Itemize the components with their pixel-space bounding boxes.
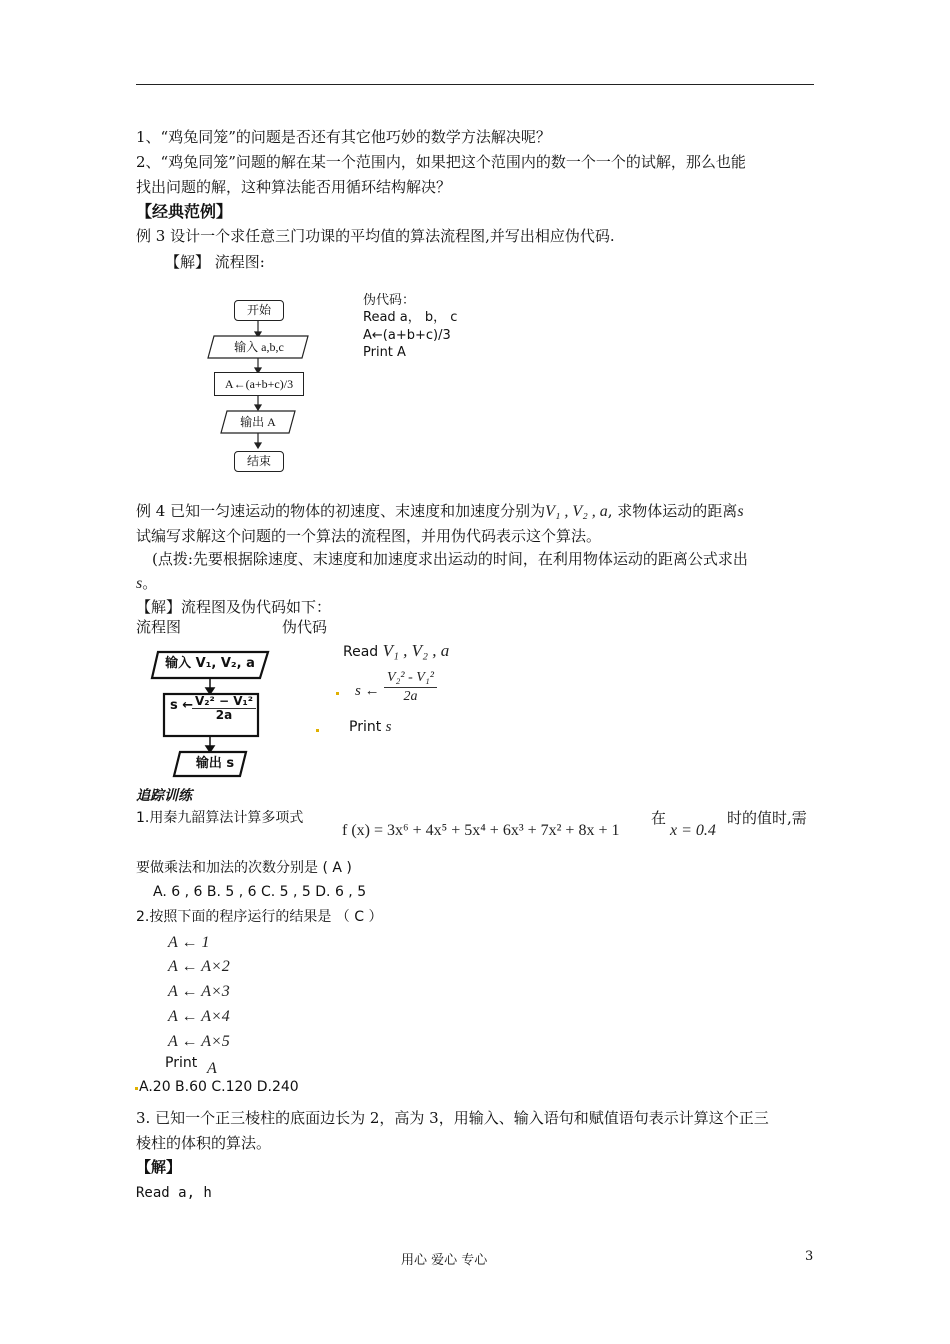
question-1: 1、“鸡兔同笼”的问题是否还有其它他巧妙的数学方法解决呢？ bbox=[136, 128, 551, 146]
section-title: 【经典范例】 bbox=[136, 202, 233, 221]
practice-1-line-2: 要做乘法和加法的次数分别是 ( A ) bbox=[136, 860, 352, 876]
practice-1-options: A. 6 , 6 B. 5 , 6 C. 5 , 5 D. 6 , 5 bbox=[153, 884, 367, 900]
marker-dot bbox=[336, 692, 339, 695]
practice-1-end: 时的值时,需 bbox=[727, 809, 807, 827]
flow2-assign-fraction bbox=[192, 695, 256, 722]
practice-2-code-5: A ← A×5 bbox=[168, 1033, 230, 1050]
flow2-numerator: V₂² − V₁² bbox=[192, 695, 256, 709]
question-2-line-1: 2、“鸡兔同笼”问题的解在某一个范围内，如果把这个范围内的数一个一个的试解，那么也能 bbox=[136, 153, 746, 171]
practice-3-line-2: 棱柱的体积的算法。 bbox=[136, 1134, 272, 1152]
pseudo-2-numerator: V₂² - V₁² bbox=[384, 669, 437, 688]
page-number: 3 bbox=[805, 1249, 814, 1264]
pseudo-2-assign-fraction bbox=[384, 669, 437, 706]
example-3-solution: 【解】 流程图: bbox=[165, 253, 265, 271]
practice-1-polynomial: f (x) = 3x⁶ + 4x⁵ + 5x⁴ + 6x³ + 7x² + 8x + 1 bbox=[342, 822, 620, 839]
example-4-solution: 【解】流程图及伪代码如下： bbox=[136, 598, 332, 616]
practice-2-code-2: A ← A×2 bbox=[168, 958, 230, 975]
practice-2-options: A.20 B.60 C.120 D.240 bbox=[139, 1079, 299, 1095]
question-2-line-2: 找出问题的解，这种算法能否用循环结构解决？ bbox=[136, 178, 452, 196]
pseudo-2-read bbox=[343, 641, 449, 662]
practice-title: 追踪训练 bbox=[136, 788, 192, 804]
practice-3-solution: 【解】 bbox=[136, 1158, 182, 1176]
example-3: 例 3 设计一个求任意三门功课的平均值的算法流程图,并写出相应伪代码. bbox=[136, 227, 615, 245]
hint-line-1: (点拨:先要根据除速度、末速度和加速度求出运动的时间，在利用物体运动的距离公式求出 bbox=[152, 550, 748, 568]
pseudo-1-line-2: A←(a+b+c)/3 bbox=[363, 328, 451, 343]
flow2-input-label: 输入 V₁, V₂, a bbox=[165, 656, 255, 671]
practice-1-x: x = 0.4 bbox=[670, 822, 716, 839]
pseudo-1-line-1: Read a， b， c bbox=[363, 310, 458, 325]
pseudo-2-read-vars: V₁ , V₂ , a bbox=[382, 641, 450, 660]
example-4-text: 例 4 已知一匀速运动的物体的初速度、末速度和加速度分别为 bbox=[136, 502, 546, 520]
flow-output-label: 输出 A bbox=[240, 415, 276, 429]
pseudo-2-assign-s: s ← bbox=[355, 683, 380, 699]
practice-2-code-1: A ← 1 bbox=[168, 934, 210, 951]
pseudo-2-denominator: 2a bbox=[403, 689, 418, 704]
flow-assign: A←(a+b+c)/3 bbox=[214, 372, 304, 396]
practice-2-print-var: A bbox=[207, 1060, 217, 1077]
flow2-assign-s: s ← bbox=[170, 698, 194, 713]
example-4-s: s bbox=[737, 503, 744, 520]
flow2-denominator: 2a bbox=[215, 708, 233, 722]
marker-dot bbox=[316, 729, 319, 732]
flow-end: 结束 bbox=[234, 451, 284, 472]
flow-input-label: 输入 a,b,c bbox=[234, 340, 284, 354]
hint-line-2 bbox=[136, 573, 157, 594]
practice-2-line-1: 2.按照下面的程序运行的结果是 （ C ） bbox=[136, 909, 383, 925]
label-pseudocode: 伪代码 bbox=[282, 618, 328, 636]
pseudo-2-print-keyword: Print bbox=[349, 719, 382, 735]
flow2-output-label: 输出 s bbox=[195, 756, 235, 771]
pseudo-2-print bbox=[349, 717, 392, 737]
practice-2-print: Print bbox=[165, 1055, 198, 1071]
marker-dot bbox=[135, 1087, 138, 1090]
practice-2-code-4: A ← A×4 bbox=[168, 1008, 230, 1025]
example-4-line-2: 试编写求解这个问题的一个算法的流程图，并用伪代码表示这个算法。 bbox=[136, 527, 602, 545]
pseudo-1-title: 伪代码： bbox=[363, 293, 416, 308]
hint-end: 。 bbox=[142, 574, 158, 592]
hint-s: s bbox=[136, 575, 143, 592]
example-4-vars: V₁ , V₂ , a bbox=[545, 503, 608, 520]
example-4-text-end: , 求物体运动的距离 bbox=[607, 502, 738, 520]
label-flowchart: 流程图 bbox=[136, 618, 182, 636]
practice-2-code-3: A ← A×3 bbox=[168, 983, 230, 1000]
practice-1-at: 在 bbox=[651, 809, 667, 827]
pseudo-1-line-3: Print A bbox=[363, 345, 406, 360]
header-rule bbox=[136, 84, 814, 85]
pseudo-2-print-var: s bbox=[385, 719, 392, 735]
pseudo-2-read-keyword: Read bbox=[343, 644, 379, 660]
practice-1-line-1: 1.用秦九韶算法计算多项式 bbox=[136, 810, 304, 826]
practice-3-line-1: 3. 已知一个正三棱柱的底面边长为 2，高为 3，用输入、输入语句和赋值语句表示计算这个正三 bbox=[136, 1109, 769, 1127]
practice-3-code: Read a, h bbox=[136, 1185, 212, 1201]
flow-start: 开始 bbox=[234, 300, 284, 321]
example-4-line-1 bbox=[136, 501, 744, 522]
footer-text: 用心 爱心 专心 bbox=[401, 1253, 488, 1268]
